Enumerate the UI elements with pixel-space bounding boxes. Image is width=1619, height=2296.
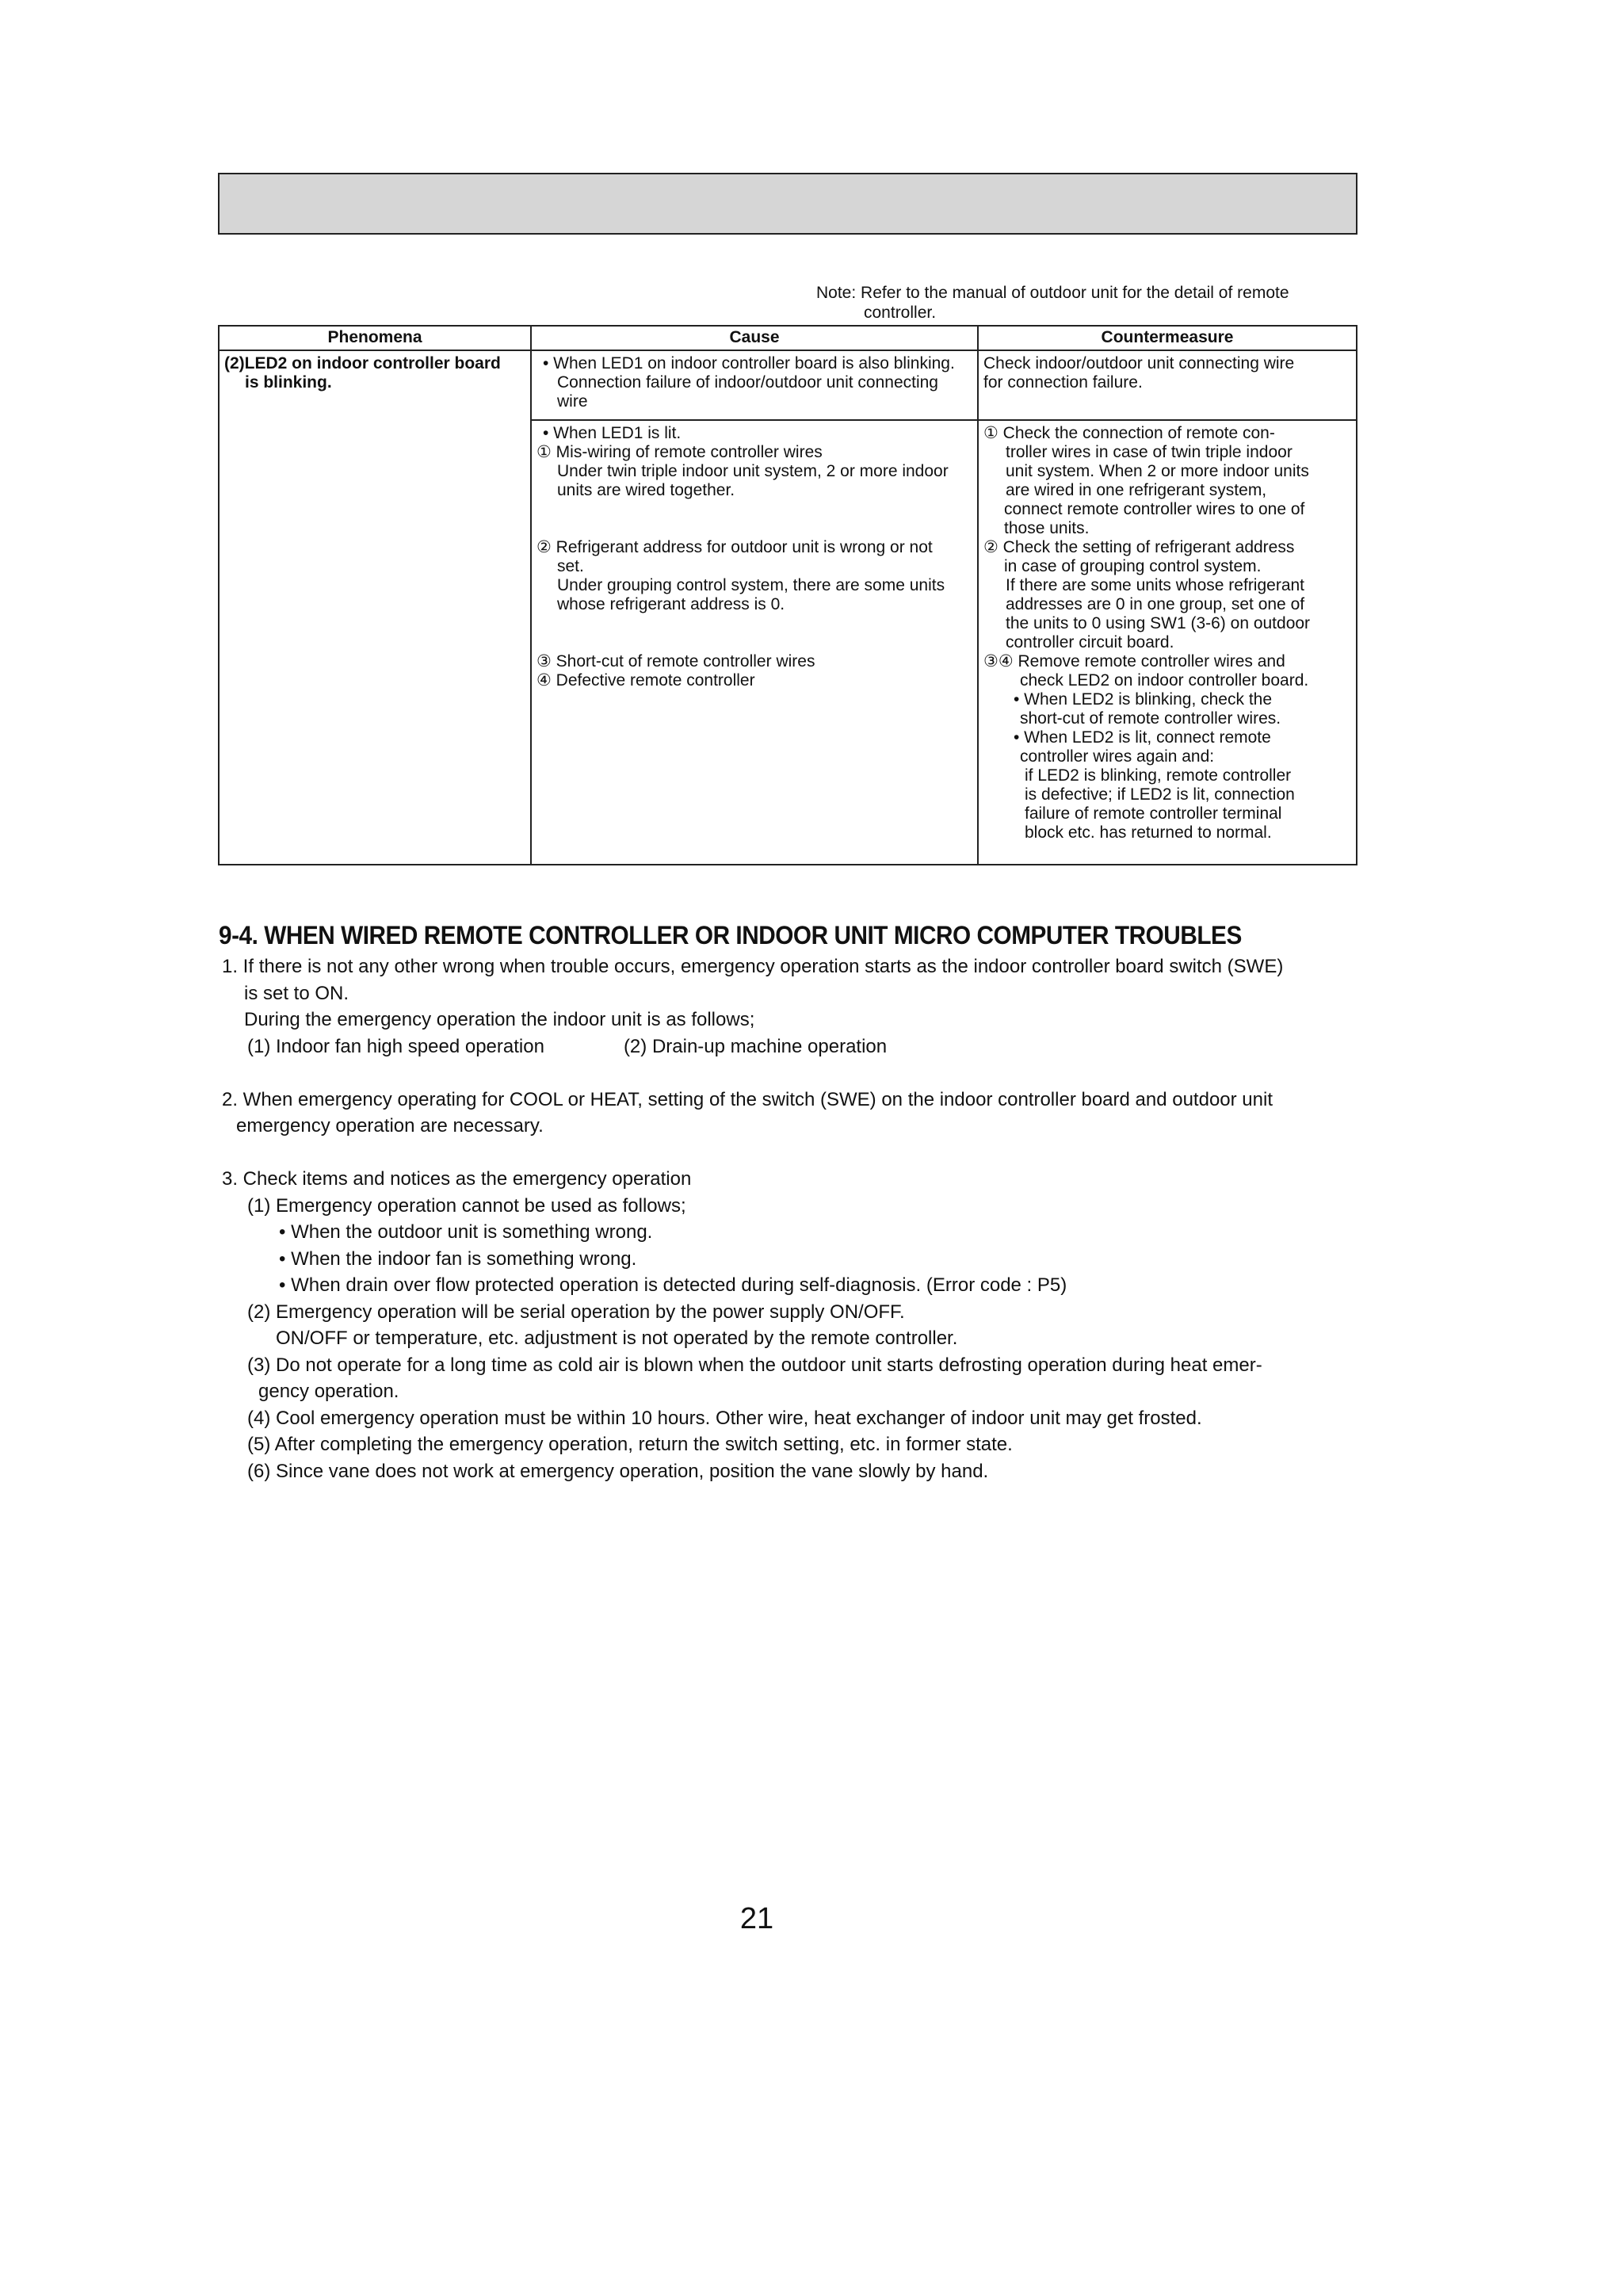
body-line bbox=[222, 1033, 1363, 1060]
countermeasure-line: unit system. When 2 or more indoor units bbox=[1006, 462, 1309, 480]
body-line: During the emergency operation the indoor unit is as follows; bbox=[244, 1009, 755, 1030]
countermeasure-line: ③④ Remove remote controller wires and bbox=[983, 652, 1285, 670]
countermeasure-line: failure of remote controller terminal bbox=[1025, 804, 1282, 823]
body-line: gency operation. bbox=[258, 1381, 399, 1402]
countermeasure-line: for connection failure. bbox=[983, 373, 1143, 392]
countermeasure-line: short-cut of remote controller wires. bbox=[1020, 709, 1281, 728]
countermeasure-cell bbox=[978, 350, 1357, 420]
header-cause: Cause bbox=[531, 326, 978, 350]
countermeasure-line: check LED2 on indoor controller board. bbox=[1020, 671, 1309, 690]
cause-line: ② Refrigerant address for outdoor unit is wrong or not bbox=[536, 538, 933, 556]
header-phenomena: Phenomena bbox=[219, 326, 531, 350]
body-line: (6) Since vane does not work at emergency operation, position the vane slowly by hand. bbox=[247, 1460, 989, 1482]
countermeasure-line: Check indoor/outdoor unit connecting wire bbox=[983, 354, 1295, 372]
countermeasure-line: troller wires in case of twin triple indoor bbox=[1006, 443, 1293, 461]
body-line: (3) Do not operate for a long time as cold air is blown when the outdoor unit starts defrosting operation during heat emer- bbox=[247, 1354, 1262, 1376]
cause-line: ④ Defective remote controller bbox=[536, 671, 755, 690]
cause-cell bbox=[531, 420, 978, 865]
countermeasure-line: • When LED2 is blinking, check the bbox=[1014, 690, 1273, 709]
note bbox=[816, 283, 1363, 323]
phenomena-cell bbox=[219, 350, 531, 865]
body-line: ON/OFF or temperature, etc. adjustment is not operated by the remote controller. bbox=[276, 1328, 958, 1349]
body-line: • When drain over flow protected operation is detected during self-diagnosis. (Error code : P5) bbox=[279, 1274, 1067, 1296]
phenomena-line: (2)LED2 on indoor controller board bbox=[224, 354, 501, 372]
body-line: emergency operation are necessary. bbox=[236, 1115, 544, 1137]
header-countermeasure: Countermeasure bbox=[978, 326, 1357, 350]
table-header-row bbox=[219, 326, 1357, 350]
countermeasure-line: addresses are 0 in one group, set one of bbox=[1006, 595, 1305, 613]
section-title: 9-4. WHEN WIRED REMOTE CONTROLLER OR INDOOR UNIT MICRO COMPUTER TROUBLES bbox=[219, 921, 1242, 949]
countermeasure-cell bbox=[978, 420, 1357, 865]
cause-line: Under twin triple indoor unit system, 2 or more indoor bbox=[557, 462, 949, 480]
header-bar bbox=[218, 173, 1357, 235]
cause-line: • When LED1 on indoor controller board is also blinking. bbox=[543, 354, 955, 372]
cause-line: Connection failure of indoor/outdoor unit connecting bbox=[557, 373, 938, 392]
countermeasure-line: If there are some units whose refrigerant bbox=[1006, 576, 1305, 594]
emergency-item-2: (2) Drain-up machine operation bbox=[623, 1035, 888, 1057]
countermeasure-line: controller circuit board. bbox=[1006, 633, 1174, 651]
countermeasure-line: if LED2 is blinking, remote controller bbox=[1025, 766, 1292, 785]
countermeasure-line: the units to 0 using SW1 (3-6) on outdoor bbox=[1006, 614, 1311, 632]
body-line: (1) Emergency operation cannot be used as follows; bbox=[247, 1194, 686, 1217]
body-line: 1. If there is not any other wrong when trouble occurs, emergency operation starts as the indoor controller board switch (SWE) bbox=[222, 956, 1284, 977]
section-body bbox=[222, 953, 1363, 1484]
body-line: (5) After completing the emergency operation, return the switch setting, etc. in former state. bbox=[247, 1434, 1013, 1455]
countermeasure-line: in case of grouping control system. bbox=[1004, 557, 1262, 575]
body-line: 3. Check items and notices as the emergency operation bbox=[222, 1168, 692, 1190]
countermeasure-line: are wired in one refrigerant system, bbox=[1006, 481, 1267, 499]
note-line: Note: Refer to the manual of outdoor unit for the detail of remote bbox=[816, 284, 1289, 302]
page-number: 21 bbox=[739, 1902, 774, 1935]
countermeasure-line: is defective; if LED2 is lit, connection bbox=[1025, 785, 1295, 804]
body-line: (2) Emergency operation will be serial operation by the power supply ON/OFF. bbox=[247, 1301, 905, 1323]
countermeasure-line: connect remote controller wires to one of bbox=[1004, 500, 1305, 518]
body-line: 2. When emergency operating for COOL or HEAT, setting of the switch (SWE) on the indoor controller board and outdoor unit bbox=[222, 1088, 1273, 1110]
body-line: • When the indoor fan is something wrong. bbox=[279, 1247, 637, 1270]
countermeasure-line: controller wires again and: bbox=[1020, 747, 1215, 766]
cause-cell bbox=[531, 350, 978, 420]
table-row bbox=[219, 350, 1357, 420]
body-line: is set to ON. bbox=[244, 982, 349, 1004]
phenomena-line: is blinking. bbox=[245, 373, 332, 392]
emergency-item-1: (1) Indoor fan high speed operation bbox=[247, 1035, 544, 1057]
cause-line: Under grouping control system, there are some units bbox=[557, 576, 945, 594]
note-line: controller. bbox=[864, 304, 937, 322]
countermeasure-line: block etc. has returned to normal. bbox=[1025, 823, 1272, 842]
countermeasure-line: • When LED2 is lit, connect remote bbox=[1014, 728, 1271, 747]
cause-line: set. bbox=[557, 557, 584, 575]
cause-line: wire bbox=[557, 392, 588, 411]
countermeasure-line: those units. bbox=[1004, 519, 1090, 537]
cause-line: • When LED1 is lit. bbox=[543, 424, 682, 442]
cause-line: ③ Short-cut of remote controller wires bbox=[536, 652, 815, 670]
troubleshooting-table bbox=[218, 325, 1357, 865]
cause-line: units are wired together. bbox=[557, 481, 735, 499]
countermeasure-line: ① Check the connection of remote con- bbox=[983, 424, 1275, 442]
body-line: • When the outdoor unit is something wrong. bbox=[279, 1221, 653, 1243]
countermeasure-line: ② Check the setting of refrigerant address bbox=[983, 538, 1295, 556]
body-line: (4) Cool emergency operation must be within 10 hours. Other wire, heat exchanger of indoor unit may get frosted. bbox=[247, 1407, 1202, 1429]
cause-line: whose refrigerant address is 0. bbox=[557, 595, 785, 613]
cause-line: ① Mis-wiring of remote controller wires bbox=[536, 443, 823, 461]
